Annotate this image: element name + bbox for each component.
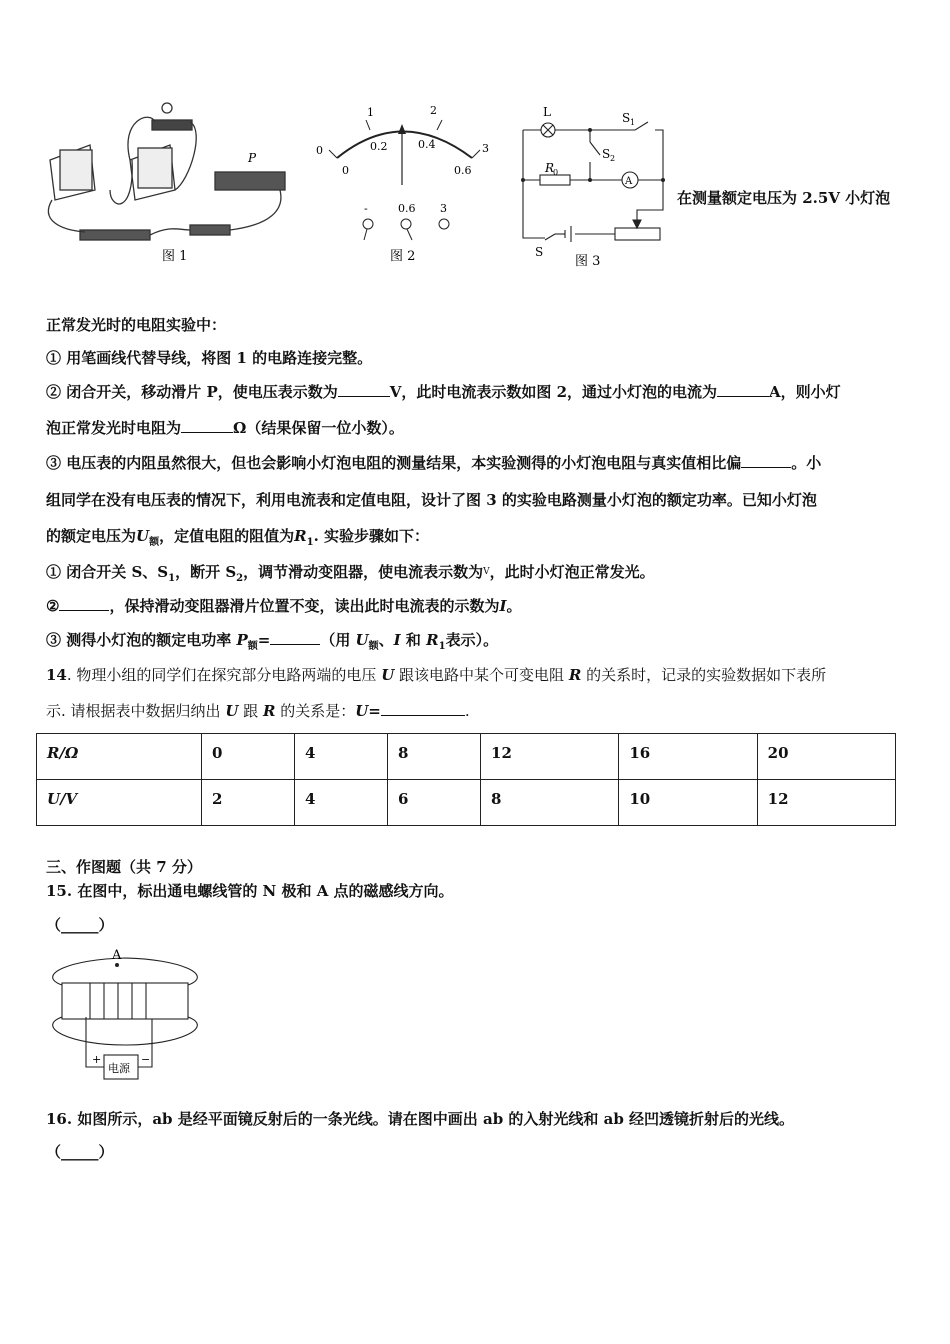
text: 跟该电路中某个可变电阻 — [394, 666, 569, 684]
text: ，调节滑动变阻器，使电流表示数为 — [243, 563, 484, 581]
row-header: R/Ω — [47, 744, 79, 762]
text: ③ 电压表的内阻虽然很大，但也会影响小灯泡电阻的测量结果，本实验测得的小灯泡电阻与真实值相比偏 — [46, 454, 742, 472]
q13-step3 — [46, 453, 821, 473]
answer-blank[interactable] — [270, 630, 320, 645]
q15-text: 15. 在图中，标出通电螺线管的 N 极和 A 点的磁感线方向。 — [46, 882, 454, 900]
figure-side-text: 在测量额定电压为 2.5V 小灯泡 — [677, 189, 891, 207]
q13-step1: ① 用笔画线代替导线，将图 1 的电路连接完整。 — [46, 349, 373, 367]
symbol: U= — [355, 702, 381, 720]
text: . 物理小组的同学们在探究部分电路两端的电压 — [66, 666, 382, 684]
q13-step2-cont — [46, 418, 404, 438]
s2-label: S — [602, 147, 611, 161]
q13-line: 正常发光时的电阻实验中： — [46, 316, 227, 334]
power-source-label: 电源 — [108, 1062, 130, 1075]
dial-bottom-label: 0.6 — [454, 164, 472, 177]
text: 。 — [506, 597, 522, 615]
text: Ω（结果保留一位小数）。 — [233, 419, 404, 437]
dial-top-label: 1 — [367, 106, 374, 119]
q16-answer-blank[interactable]: （_____） — [46, 1143, 114, 1161]
s2-sub: 2 — [610, 154, 616, 163]
text: ② — [46, 597, 60, 615]
table-cell: 0 — [202, 734, 295, 780]
text: 的额定电压为 — [46, 527, 137, 545]
symbol: R — [262, 702, 276, 720]
solenoid-figure — [40, 945, 215, 1080]
symbol: V — [483, 567, 490, 577]
figure-1-caption: 图 1 — [162, 249, 188, 264]
switch-label: S — [535, 245, 544, 259]
q14-line-2 — [46, 701, 470, 721]
text: V，此时电流表示数如图 2，通过小灯泡的电流为 — [389, 383, 718, 401]
subscript: 1 — [306, 537, 314, 548]
terminal-label: 3 — [440, 202, 447, 215]
text: A，则小灯 — [769, 383, 841, 401]
text: ，此时小灯泡正常发光。 — [489, 563, 655, 581]
section-title: 三、作图题（共 7 分） — [46, 858, 202, 876]
figure-1-circuit — [40, 100, 300, 270]
dial-top-label: 2 — [430, 104, 437, 117]
text: 。小 — [791, 454, 822, 472]
text: 泡正常发光时电阻为 — [46, 419, 182, 437]
table-row — [37, 780, 896, 826]
point-a-label: A — [112, 948, 122, 963]
terminal-label: 0.6 — [398, 202, 416, 215]
ammeter-label: A — [625, 176, 633, 187]
row-header: U/V — [47, 790, 78, 808]
data-table — [36, 733, 896, 826]
lamp-label: L — [543, 105, 551, 119]
dial-bottom-label: 0.2 — [370, 140, 388, 153]
text: . 实验步骤如下： — [313, 527, 430, 545]
plus-label: + — [92, 1053, 102, 1066]
text: 的关系是： — [275, 702, 356, 720]
figure-3-circuit — [515, 100, 675, 270]
answer-blank[interactable] — [381, 701, 465, 716]
q13-line: 组同学在没有电压表的情况下，利用电流表和定值电阻，设计了图 3 的实验电路测量小灯泡的额定功率。已知小灯泡 — [46, 491, 817, 509]
text: ，定值电阻的阻值为 — [159, 527, 295, 545]
table-cell: 12 — [481, 734, 619, 780]
dial-bottom-label: 0 — [342, 164, 349, 177]
answer-blank[interactable] — [181, 418, 233, 433]
q14-line-1 — [46, 665, 826, 685]
procedure-step-2 — [46, 596, 522, 616]
text: ② 闭合开关，移动滑片 P，使电压表示数为 — [46, 383, 338, 401]
symbol: U — [355, 631, 369, 649]
figure-2-ammeter-dial — [312, 100, 497, 270]
subscript: 额 — [368, 641, 379, 652]
table-cell: 8 — [481, 780, 619, 826]
text: ③ 测得小灯泡的额定电功率 — [46, 631, 237, 649]
subscript: 1 — [168, 573, 176, 584]
subscript: 额 — [149, 537, 160, 548]
table-row — [37, 734, 896, 780]
text: （用 — [320, 631, 356, 649]
figure-2-caption: 图 2 — [390, 249, 416, 264]
table-cell: 12 — [757, 780, 895, 826]
table-cell: 4 — [295, 734, 388, 780]
symbol: I — [499, 597, 507, 615]
symbol: I — [393, 631, 401, 649]
table-cell: 8 — [388, 734, 481, 780]
text: . — [464, 702, 470, 720]
dial-bottom-label: 0.4 — [418, 138, 436, 151]
symbol: U — [225, 702, 239, 720]
symbol: R — [426, 631, 439, 649]
symbol: P — [236, 631, 248, 649]
text: 跟 — [238, 702, 263, 720]
q15-answer-blank[interactable]: （_____） — [46, 916, 114, 934]
symbol: R — [568, 666, 582, 684]
symbol: U — [136, 527, 150, 545]
terminal-label: - — [364, 202, 368, 215]
r0-label: R — [545, 161, 555, 175]
answer-blank[interactable] — [717, 382, 769, 397]
text: 和 — [400, 631, 427, 649]
text: 表示）。 — [445, 631, 499, 649]
symbol: R — [294, 527, 307, 545]
text: ，保持滑动变阻器滑片位置不变，读出此时电流表的示数为 — [109, 597, 500, 615]
slider-label: P — [248, 151, 257, 165]
text: ① 闭合开关 S、S — [46, 563, 169, 581]
text: ，断开 S — [175, 563, 237, 581]
text: 示. 请根据表中数据归纳出 — [46, 702, 226, 720]
procedure-step-1 — [46, 562, 655, 589]
text: 的关系时，记录的实验数据如下表所 — [581, 666, 827, 684]
answer-blank[interactable] — [741, 453, 791, 468]
table-cell: 10 — [619, 780, 757, 826]
text: 、 — [378, 631, 394, 649]
dial-top-label: 3 — [482, 142, 489, 155]
answer-blank[interactable] — [59, 596, 109, 611]
dial-top-label: 0 — [316, 144, 323, 157]
q16-text: 16. 如图所示，ab 是经平面镜反射后的一条光线。请在图中画出 ab 的入射光线和 ab 经凹透镜折射后的光线。 — [46, 1110, 795, 1128]
table-cell: 20 — [757, 734, 895, 780]
s1-label: S — [622, 111, 631, 125]
table-cell: 2 — [202, 780, 295, 826]
symbol: U — [381, 666, 395, 684]
q13-step2 — [46, 382, 841, 402]
s1-sub: 1 — [630, 118, 636, 127]
subscript: 2 — [236, 573, 244, 584]
table-cell: 16 — [619, 734, 757, 780]
text: = — [257, 631, 271, 649]
answer-blank[interactable] — [338, 382, 390, 397]
procedure-step-3 — [46, 630, 498, 657]
subscript: 额 — [247, 641, 258, 652]
table-cell: 4 — [295, 780, 388, 826]
figure-3-caption: 图 3 — [575, 254, 601, 269]
r0-sub: 0 — [553, 168, 559, 177]
question-number: 14 — [46, 666, 67, 684]
table-cell: 6 — [388, 780, 481, 826]
q13-line — [46, 526, 429, 553]
subscript: 1 — [438, 641, 446, 652]
minus-label: − — [141, 1053, 151, 1066]
